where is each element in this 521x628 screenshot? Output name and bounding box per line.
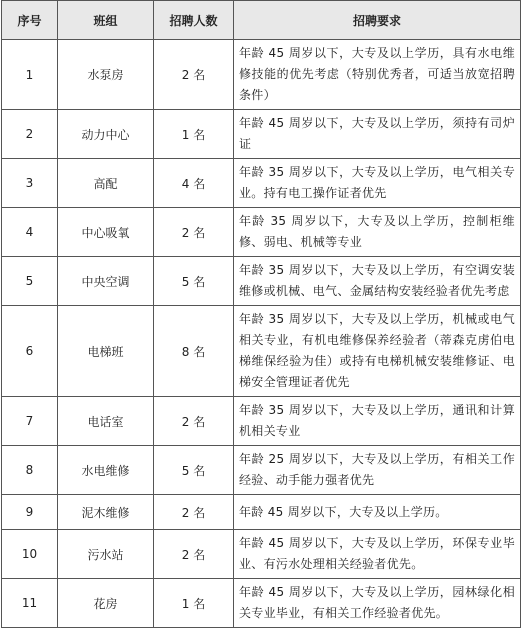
row-count: 2 名: [154, 40, 234, 110]
row-requirements: 年龄 25 周岁以下，大专及以上学历，有相关工作经验、动手能力强者优先: [234, 446, 521, 495]
row-count: 5 名: [154, 446, 234, 495]
row-requirements: 年龄 45 周岁以下，大专及以上学历，环保专业毕业、有污水处理相关经验者优先。: [234, 530, 521, 579]
header-count: 招聘人数: [154, 1, 234, 40]
row-team: 电梯班: [58, 306, 154, 397]
row-count: 2 名: [154, 397, 234, 446]
row-no: 9: [2, 495, 58, 530]
row-requirements: 年龄 35 周岁以下，大专及以上学历，电气相关专业。持有电工操作证者优先: [234, 159, 521, 208]
row-team: 高配: [58, 159, 154, 208]
table-row: [2, 257, 521, 306]
row-no: 7: [2, 397, 58, 446]
header-no: 序号: [2, 1, 58, 40]
row-team: 泥木维修: [58, 495, 154, 530]
table-row: [2, 159, 521, 208]
table-row: [2, 530, 521, 579]
row-requirements: 年龄 35 周岁以下，大专及以上学历，控制柜维修、弱电、机械等专业: [234, 208, 521, 257]
row-no: 2: [2, 110, 58, 159]
row-no: 11: [2, 579, 58, 628]
table-row: [2, 306, 521, 397]
table-row: [2, 579, 521, 628]
row-requirements: 年龄 45 周岁以下，大专及以上学历，园林绿化相关专业毕业，有相关工作经验者优先。: [234, 579, 521, 628]
row-team: 水泵房: [58, 40, 154, 110]
row-team: 动力中心: [58, 110, 154, 159]
row-count: 5 名: [154, 257, 234, 306]
row-no: 4: [2, 208, 58, 257]
row-team: 水电维修: [58, 446, 154, 495]
table-row: [2, 208, 521, 257]
row-requirements: 年龄 45 周岁以下，大专及以上学历。: [234, 495, 521, 530]
row-requirements: 年龄 35 周岁以下，大专及以上学历，通讯和计算机相关专业: [234, 397, 521, 446]
row-team: 中央空调: [58, 257, 154, 306]
row-team: 中心吸氧: [58, 208, 154, 257]
header-row: [2, 1, 521, 40]
row-requirements: 年龄 35 周岁以下，大专及以上学历，有空调安装维修或机械、电气、金属结构安装经验者优先考虑: [234, 257, 521, 306]
header-team: 班组: [58, 1, 154, 40]
recruitment-table: [1, 0, 521, 628]
row-no: 10: [2, 530, 58, 579]
table-row: [2, 495, 521, 530]
row-team: 花房: [58, 579, 154, 628]
row-count: 1 名: [154, 579, 234, 628]
table-row: [2, 110, 521, 159]
header-requirements: 招聘要求: [234, 1, 521, 40]
row-no: 6: [2, 306, 58, 397]
row-no: 8: [2, 446, 58, 495]
row-team: 污水站: [58, 530, 154, 579]
table-row: [2, 40, 521, 110]
table-row: [2, 397, 521, 446]
row-no: 5: [2, 257, 58, 306]
row-count: 8 名: [154, 306, 234, 397]
row-count: 2 名: [154, 208, 234, 257]
row-count: 2 名: [154, 495, 234, 530]
row-team: 电话室: [58, 397, 154, 446]
row-count: 1 名: [154, 110, 234, 159]
row-no: 3: [2, 159, 58, 208]
row-count: 2 名: [154, 530, 234, 579]
row-requirements: 年龄 45 周岁以下，大专及以上学历，具有水电维修技能的优先考虑（特别优秀者，可适当放宽招聘条件）: [234, 40, 521, 110]
row-no: 1: [2, 40, 58, 110]
row-count: 4 名: [154, 159, 234, 208]
table-row: [2, 446, 521, 495]
row-requirements: 年龄 35 周岁以下，大专及以上学历，机械或电气相关专业，有机电维修保养经验者（蒂森克虏伯电梯维保经验为佳）或持有电梯机械安装维修证、电梯安全管理证者优先: [234, 306, 521, 397]
row-requirements: 年龄 45 周岁以下，大专及以上学历，须持有司炉证: [234, 110, 521, 159]
